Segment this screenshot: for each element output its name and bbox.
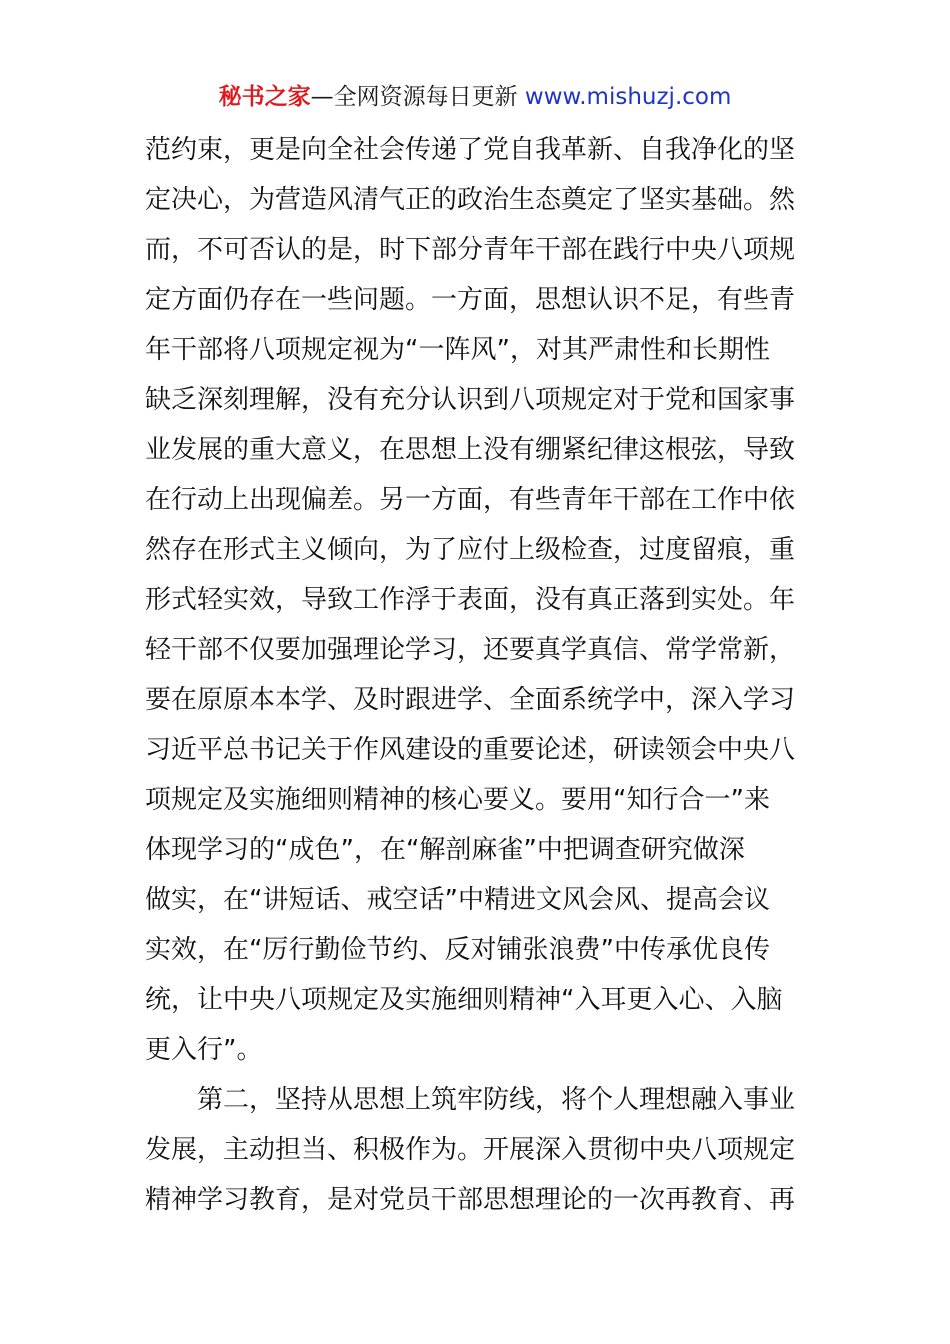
text-line: 轻干部不仅要加强理论学习，还要真学真信、常学常新，: [145, 635, 796, 665]
page-header: [0, 80, 950, 114]
text-line: 然存在形式主义倾向，为了应付上级检查，过度留痕，重: [145, 535, 796, 565]
text-line: 体现学习的“成色”，在“解剖麻雀”中把调查研究做深: [145, 835, 745, 865]
paragraph-start-line: 第二，坚持从思想上筑牢防线，将个人理想融入事业: [197, 1085, 796, 1115]
text-line: 范约束，更是向全社会传递了党自我革新、自我净化的坚: [145, 135, 796, 165]
brand-name: 秘书之家: [218, 84, 311, 110]
text-line: 习近平总书记关于作风建设的重要论述，研读领会中央八: [145, 735, 796, 765]
site-url[interactable]: www.mishuzj.com: [524, 84, 732, 110]
text-line: 而，不可否认的是，时下部分青年干部在践行中央八项规: [145, 235, 796, 265]
text-line: 发展，主动担当、积极作为。开展深入贯彻中央八项规定: [145, 1135, 796, 1165]
text-line: 统，让中央八项规定及实施细则精神“入耳更入心、入脑: [145, 985, 783, 1015]
text-line: 年干部将八项规定视为“一阵风”，对其严肃性和长期性: [145, 335, 770, 365]
text-line: 精神学习教育，是对党员干部思想理论的一次再教育、再: [145, 1185, 796, 1215]
document-body: [145, 125, 810, 1225]
text-line: 要在原原本本学、及时跟进学、全面系统学中，深入学习: [145, 685, 796, 715]
text-line: 实效，在“厉行勤俭节约、反对铺张浪费”中传承优良传: [145, 935, 770, 965]
text-line: 在行动上出现偏差。另一方面，有些青年干部在工作中依: [145, 485, 796, 515]
text-line: 项规定及实施细则精神的核心要义。要用“知行合一”来: [145, 785, 770, 815]
text-line: 定方面仍存在一些问题。一方面，思想认识不足，有些青: [145, 285, 796, 315]
text-line: 业发展的重大意义，在思想上没有绷紧纪律这根弦，导致: [145, 435, 796, 465]
text-line: 做实，在“讲短话、戒空话”中精进文风会风、提高会议: [145, 885, 770, 915]
text-line: 缺乏深刻理解，没有充分认识到八项规定对于党和国家事: [145, 385, 796, 415]
text-line: 形式轻实效，导致工作浮于表面，没有真正落到实处。年: [145, 585, 796, 615]
header-tagline: —全网资源每日更新: [310, 84, 525, 110]
text-line: 更入行”。: [145, 1035, 263, 1065]
text-line: 定决心，为营造风清气正的政治生态奠定了坚实基础。然: [145, 185, 796, 215]
